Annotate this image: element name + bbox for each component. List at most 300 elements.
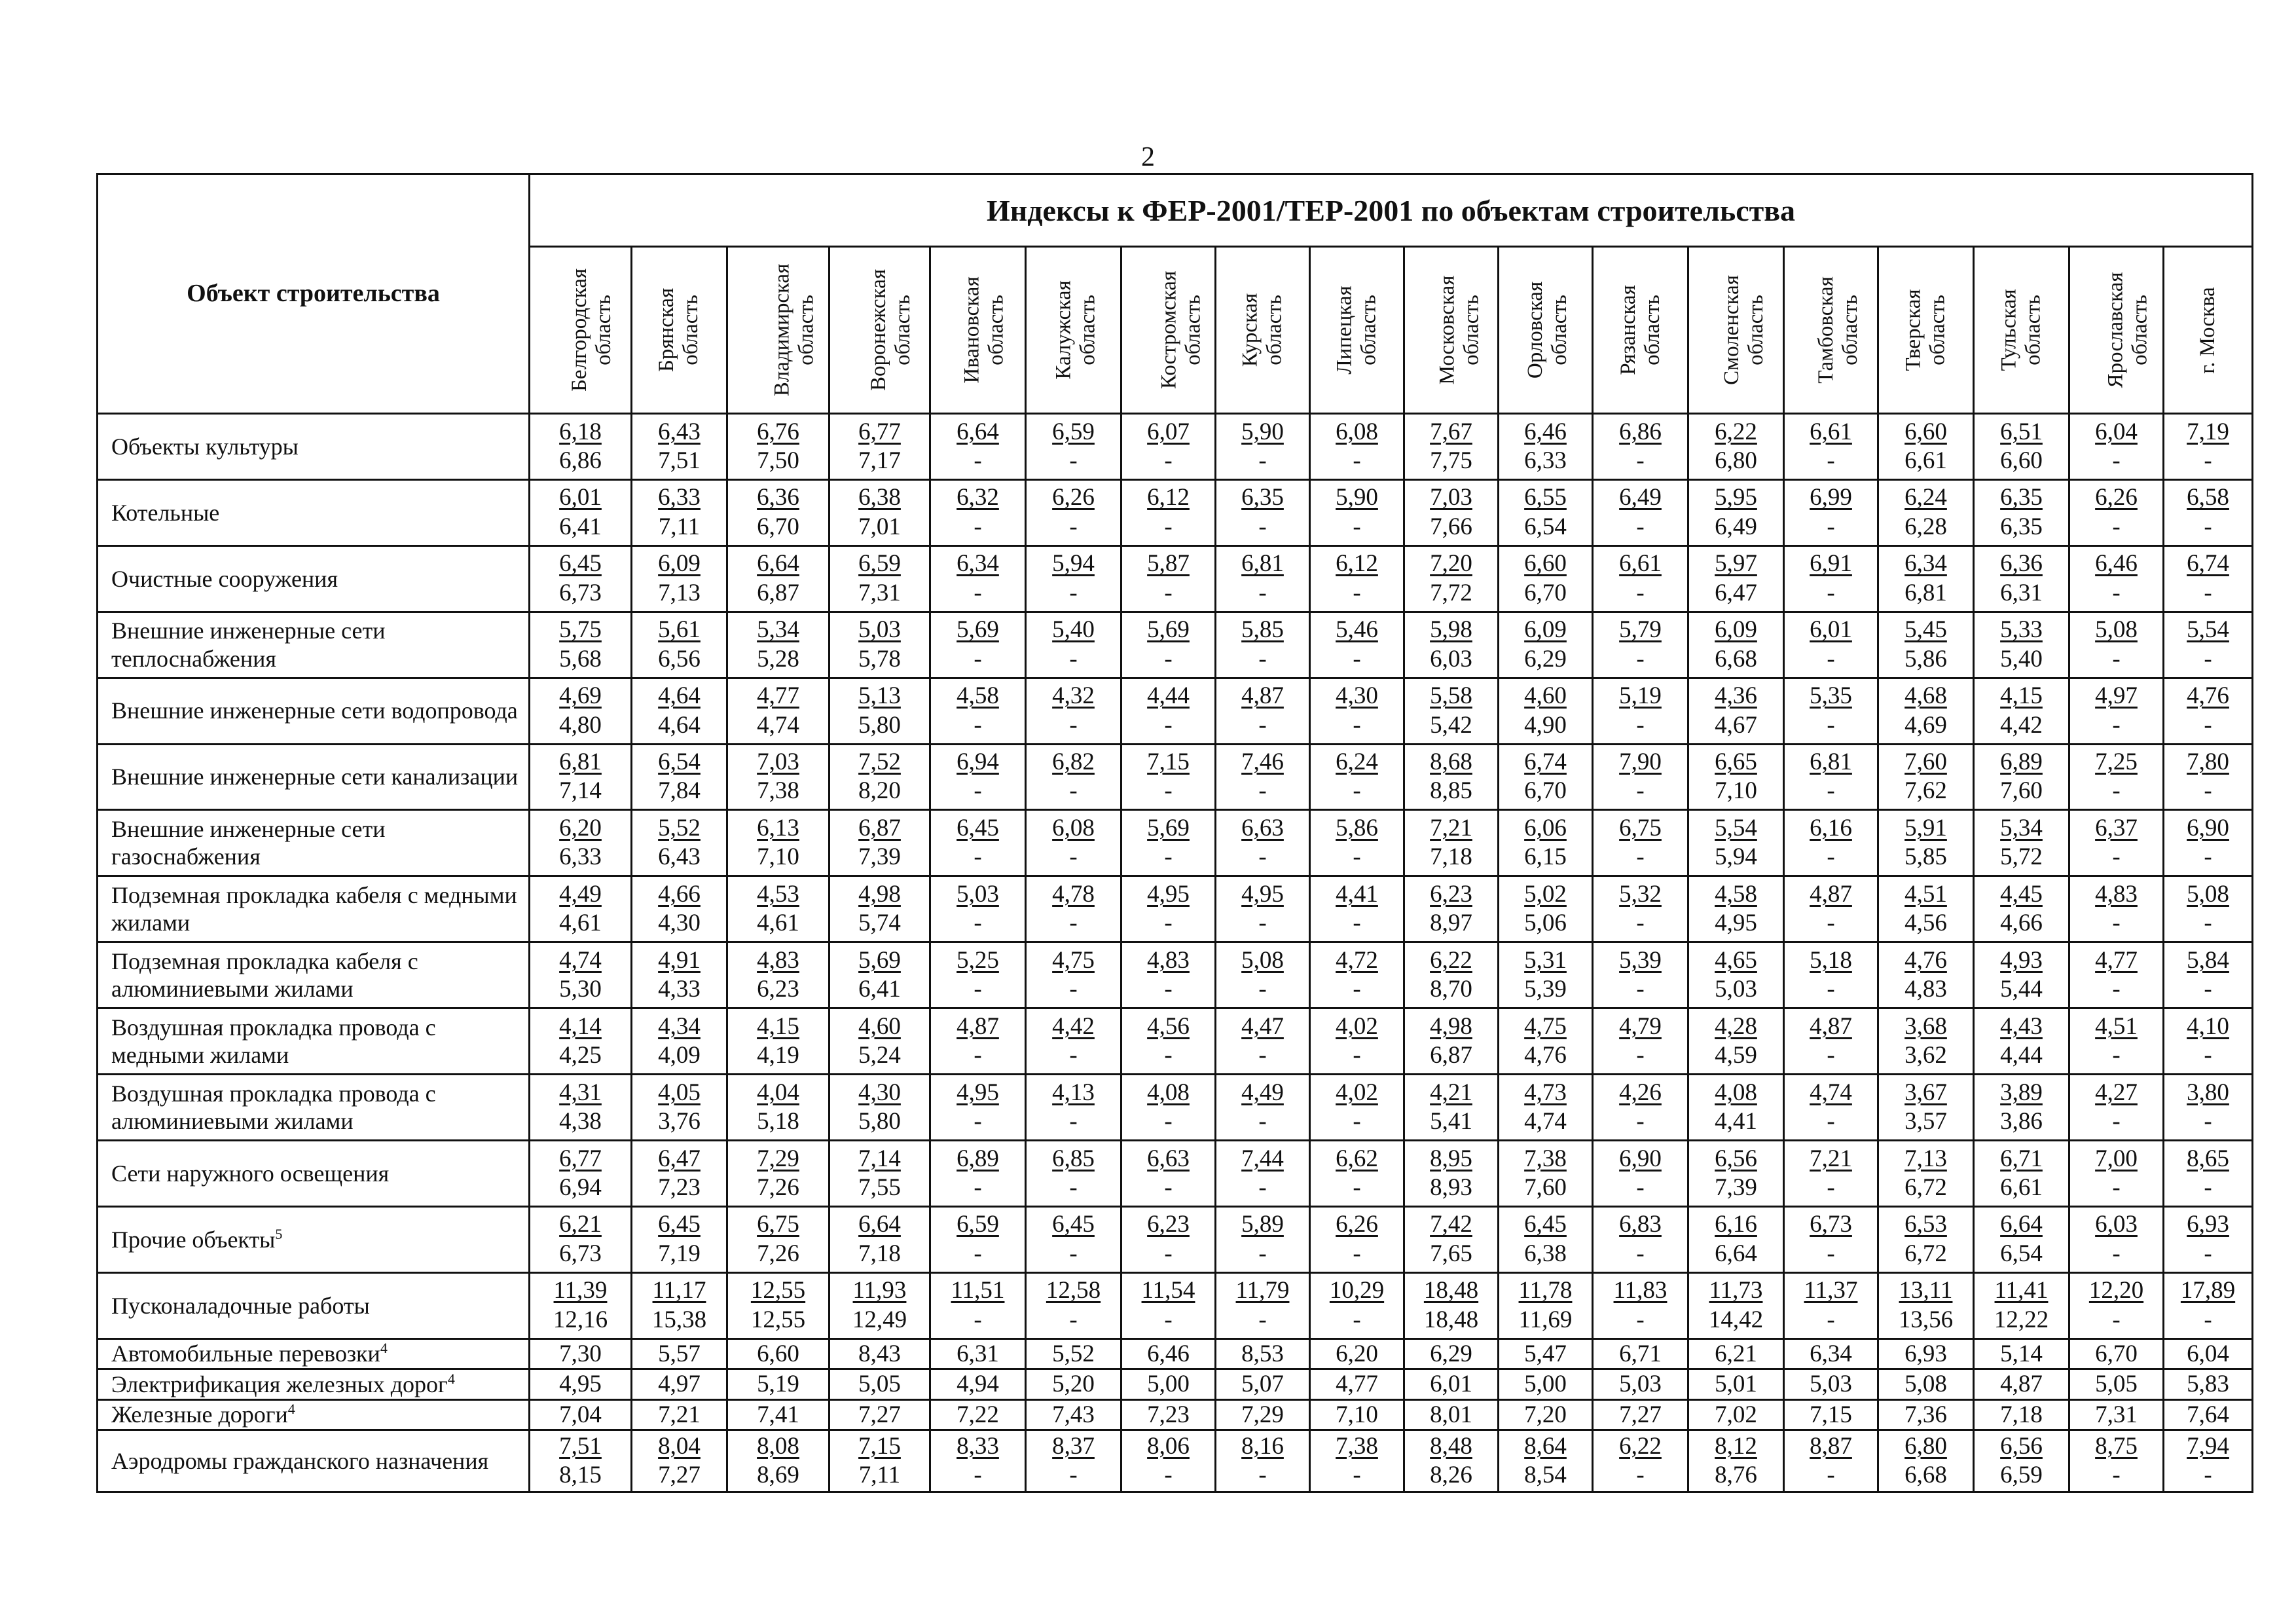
region-label: Брянская область <box>655 287 703 373</box>
index-value-top: 4,34 <box>658 1012 701 1040</box>
index-value-bottom: 8,93 <box>1430 1173 1472 1201</box>
index-value-bottom: - <box>1164 645 1173 673</box>
index-value-top: 5,69 <box>957 616 999 644</box>
index-value-top: 5,08 <box>2095 616 2138 644</box>
index-cell <box>1121 1075 1216 1141</box>
index-value-top: 5,52 <box>658 815 701 841</box>
table-row <box>98 942 2253 1008</box>
index-cell <box>1974 942 2069 1008</box>
index-value-top: 4,77 <box>2095 946 2138 974</box>
index-cell <box>829 545 930 612</box>
index-value-top: 4,21 <box>1430 1079 1472 1106</box>
index-value-bottom: 4,69 <box>1904 711 1947 739</box>
index-table <box>96 173 2253 1493</box>
index-value-top: 4,60 <box>858 1012 901 1040</box>
index-cell <box>1404 414 1499 480</box>
index-value-bottom: 4,41 <box>1715 1108 1757 1135</box>
index-value-top: 4,76 <box>2187 682 2229 710</box>
index-value: 6,21 <box>1688 1338 1784 1369</box>
index-value-bottom: - <box>1164 1042 1173 1069</box>
index-cell <box>1499 1140 1593 1206</box>
index-value: 5,14 <box>1974 1338 2069 1369</box>
index-value-top: 6,24 <box>1904 484 1947 511</box>
index-cell <box>930 810 1026 876</box>
index-cell <box>727 1272 829 1338</box>
region-header <box>930 247 1026 414</box>
index-value-top: 4,49 <box>559 880 602 908</box>
index-cell <box>1784 1008 1878 1075</box>
index-value-top: 6,01 <box>559 484 602 511</box>
index-value-top: 4,91 <box>658 946 701 974</box>
index-value-bottom: - <box>2112 579 2121 606</box>
index-cell <box>1026 1206 1121 1272</box>
index-cell <box>829 1272 930 1338</box>
index-cell <box>1310 1272 1404 1338</box>
index-cell <box>1688 612 1784 678</box>
index-value-bottom: - <box>2112 711 2121 739</box>
region-header <box>1404 247 1499 414</box>
index-cell <box>1026 678 1121 744</box>
index-value-top: 6,09 <box>1524 616 1567 644</box>
index-cell <box>1121 1430 1216 1492</box>
index-value-top: 4,77 <box>757 682 799 710</box>
region-label: Тамбовская область <box>1813 276 1862 384</box>
index-value-top: 4,15 <box>757 1012 799 1040</box>
index-value-top: 4,27 <box>2095 1079 2138 1106</box>
index-cell <box>930 1075 1026 1141</box>
index-value: 5,03 <box>1593 1369 1688 1399</box>
index-value-bottom: 6,33 <box>1524 447 1567 474</box>
index-cell <box>1878 1206 1974 1272</box>
index-cell <box>2164 876 2253 942</box>
index-cell <box>1784 876 1878 942</box>
index-cell <box>2069 612 2164 678</box>
index-cell <box>1784 479 1878 545</box>
index-value-bottom: 7,01 <box>858 513 901 540</box>
index-cell <box>1974 1140 2069 1206</box>
index-cell <box>530 414 632 480</box>
index-value-top: 3,68 <box>1904 1012 1947 1040</box>
region-label: Воронежская область <box>867 268 915 392</box>
index-value-top: 8,48 <box>1430 1432 1472 1460</box>
index-cell <box>530 1272 632 1338</box>
index-cell <box>1499 1075 1593 1141</box>
object-name: Внешние инженерные сети газоснабжения <box>98 810 530 876</box>
index-value-bottom: 7,84 <box>658 777 701 805</box>
index-cell <box>2069 876 2164 942</box>
index-cell <box>530 678 632 744</box>
index-cell <box>1404 678 1499 744</box>
table-row <box>98 1140 2253 1206</box>
index-value-top: 8,87 <box>1810 1432 1852 1460</box>
object-name: Подземная прокладка кабеля с алюминиевыми жилами <box>98 942 530 1008</box>
index-value: 6,04 <box>2164 1338 2253 1369</box>
region-header <box>2069 247 2164 414</box>
index-value-bottom: 4,61 <box>757 910 799 937</box>
index-value: 7,18 <box>1974 1399 2069 1430</box>
index-value-bottom: 6,15 <box>1524 843 1567 871</box>
index-value-top: 11,17 <box>652 1277 706 1304</box>
index-value-top: 6,59 <box>1052 418 1095 445</box>
index-value-top: 7,52 <box>858 748 901 776</box>
index-value-bottom: 4,38 <box>559 1108 602 1135</box>
index-value-bottom: - <box>2204 1042 2212 1069</box>
index-value-bottom: - <box>1258 579 1267 606</box>
index-cell <box>632 1075 727 1141</box>
index-cell <box>727 1140 829 1206</box>
index-cell <box>1593 414 1688 480</box>
index-value-bottom: - <box>1069 976 1078 1003</box>
index-value-bottom: 5,40 <box>2000 645 2043 673</box>
index-value-top: 6,76 <box>757 418 799 445</box>
index-value: 4,94 <box>930 1369 1026 1399</box>
index-value-top: 7,29 <box>757 1145 799 1172</box>
index-cell <box>1688 1430 1784 1492</box>
index-cell <box>1121 545 1216 612</box>
index-value-bottom: 7,23 <box>658 1173 701 1201</box>
index-value-top: 7,15 <box>1147 748 1190 776</box>
index-value-top: 4,79 <box>1619 1012 1662 1040</box>
index-cell <box>1784 1140 1878 1206</box>
index-value: 7,20 <box>1499 1399 1593 1430</box>
object-name: Подземная прокладка кабеля с медными жилами <box>98 876 530 942</box>
index-cell <box>1216 1272 1310 1338</box>
index-value-top: 5,54 <box>2187 616 2229 644</box>
index-cell <box>1688 1206 1784 1272</box>
index-value-bottom: 4,67 <box>1715 711 1757 739</box>
index-value-bottom: - <box>1353 447 1361 474</box>
index-cell <box>1974 1272 2069 1338</box>
index-value-bottom: - <box>974 777 982 805</box>
index-value-bottom: 5,72 <box>2000 843 2043 871</box>
index-cell <box>829 678 930 744</box>
index-cell <box>930 479 1026 545</box>
object-name: Воздушная прокладка провода с алюминиевыми жилами <box>98 1075 530 1141</box>
index-cell <box>1974 612 2069 678</box>
index-value-bottom: 6,72 <box>1904 1173 1947 1201</box>
index-value-top: 5,39 <box>1619 946 1662 974</box>
region-header <box>829 247 930 414</box>
index-cell <box>632 1430 727 1492</box>
index-cell <box>1121 810 1216 876</box>
index-value-top: 6,12 <box>1147 484 1190 511</box>
region-header <box>1310 247 1404 414</box>
index-value: 7,04 <box>530 1399 632 1430</box>
table-row <box>98 1399 2253 1430</box>
index-value: 5,03 <box>1784 1369 1878 1399</box>
index-value-top: 6,01 <box>1810 616 1852 644</box>
region-label: Владимирская область <box>770 263 818 397</box>
index-value-bottom: 7,11 <box>858 1461 901 1488</box>
index-value-bottom: 5,44 <box>2000 976 2043 1003</box>
index-value-top: 4,02 <box>1336 1079 1378 1106</box>
index-cell <box>1310 414 1404 480</box>
index-value-bottom: 11,69 <box>1518 1306 1573 1333</box>
index-value-top: 7,25 <box>2095 748 2138 776</box>
index-value-bottom: 6,31 <box>2000 579 2043 606</box>
index-value: 6,93 <box>1878 1338 1974 1369</box>
object-column-header: Объект строительства <box>98 174 530 414</box>
region-header <box>632 247 727 414</box>
index-cell <box>1121 678 1216 744</box>
index-cell <box>1310 744 1404 810</box>
index-cell <box>1974 744 2069 810</box>
index-value-top: 6,18 <box>559 418 602 445</box>
index-value: 4,77 <box>1310 1369 1404 1399</box>
index-value-top: 5,85 <box>1241 616 1284 644</box>
index-value-bottom: 7,55 <box>858 1173 901 1201</box>
object-name: Прочие объекты$^5$ <box>98 1206 530 1272</box>
index-cell <box>1121 479 1216 545</box>
index-value-bottom: - <box>1636 1240 1645 1267</box>
index-value: 7,23 <box>1121 1399 1216 1430</box>
index-value-top: 5,33 <box>2000 616 2043 644</box>
index-cell <box>930 942 1026 1008</box>
index-value-bottom: 7,39 <box>858 843 901 871</box>
index-cell <box>1121 876 1216 942</box>
index-value-top: 6,23 <box>1430 880 1472 908</box>
index-cell <box>1310 479 1404 545</box>
index-value-top: 6,08 <box>1052 815 1095 841</box>
index-value: 5,19 <box>727 1369 829 1399</box>
index-cell <box>1593 876 1688 942</box>
index-value-bottom: - <box>1164 513 1173 540</box>
index-value-bottom: - <box>1353 579 1361 606</box>
index-value-top: 4,08 <box>1715 1079 1757 1106</box>
index-value-bottom: 7,26 <box>757 1173 799 1201</box>
index-value-bottom: - <box>1353 1173 1361 1201</box>
index-value-bottom: - <box>1353 513 1361 540</box>
index-cell <box>1026 942 1121 1008</box>
index-cell <box>1310 1075 1404 1141</box>
index-value-bottom: 6,64 <box>1715 1240 1757 1267</box>
index-cell <box>1216 876 1310 942</box>
index-value-bottom: 7,66 <box>1430 513 1472 540</box>
index-value-bottom: 4,95 <box>1715 910 1757 937</box>
index-value-bottom: 4,59 <box>1715 1042 1757 1069</box>
index-value-bottom: 7,10 <box>757 843 799 871</box>
index-cell <box>632 744 727 810</box>
index-cell <box>1593 1140 1688 1206</box>
index-value: 6,20 <box>1310 1338 1404 1369</box>
index-value-top: 6,82 <box>1052 748 1095 776</box>
index-value-bottom: 7,50 <box>757 447 799 474</box>
index-cell <box>1499 1206 1593 1272</box>
index-value-bottom: 6,73 <box>559 579 602 606</box>
index-cell <box>829 810 930 876</box>
index-value-bottom: 7,60 <box>1524 1173 1567 1201</box>
index-value-top: 4,15 <box>2000 682 2043 710</box>
index-value-bottom: - <box>1827 579 1835 606</box>
index-cell <box>1784 942 1878 1008</box>
index-cell <box>930 612 1026 678</box>
index-value-bottom: - <box>974 843 982 871</box>
index-cell <box>1878 1140 1974 1206</box>
index-cell <box>2164 1140 2253 1206</box>
index-value-bottom: 5,41 <box>1430 1108 1472 1135</box>
index-value-top: 4,43 <box>2000 1012 2043 1040</box>
table-body <box>98 414 2253 1492</box>
index-value-bottom: 6,72 <box>1904 1240 1947 1267</box>
index-value-top: 4,42 <box>1052 1012 1095 1040</box>
index-value-bottom: - <box>1827 777 1835 805</box>
region-header <box>1974 247 2069 414</box>
index-value-bottom: - <box>1069 447 1078 474</box>
index-value-top: 5,95 <box>1715 484 1757 511</box>
index-value-top: 13,11 <box>1899 1277 1953 1304</box>
index-value-top: 4,74 <box>559 946 602 974</box>
index-cell <box>1499 545 1593 612</box>
index-value-top: 4,69 <box>559 682 602 710</box>
index-value-bottom: - <box>1164 1108 1173 1135</box>
index-cell <box>727 1206 829 1272</box>
table-row <box>98 876 2253 942</box>
object-name: Пусконаладочные работы <box>98 1272 530 1338</box>
index-value-bottom: - <box>1636 711 1645 739</box>
index-value-bottom: - <box>1164 1240 1173 1267</box>
index-cell <box>1026 479 1121 545</box>
index-value: 6,70 <box>2069 1338 2164 1369</box>
index-value-bottom: - <box>1827 1042 1835 1069</box>
index-value-top: 4,13 <box>1052 1079 1095 1106</box>
index-value-bottom: 6,54 <box>2000 1240 2043 1267</box>
index-value-bottom: - <box>1353 777 1361 805</box>
index-value-bottom: 6,41 <box>858 976 901 1003</box>
region-label: Московская область <box>1435 275 1484 385</box>
index-value-bottom: 7,65 <box>1430 1240 1472 1267</box>
index-value-bottom: - <box>1827 447 1835 474</box>
index-cell <box>632 678 727 744</box>
index-value-bottom: - <box>1069 1461 1078 1488</box>
index-cell <box>1784 545 1878 612</box>
index-value-bottom: 4,90 <box>1524 711 1567 739</box>
index-value-bottom: - <box>1353 1042 1361 1069</box>
index-value-top: 6,80 <box>1904 1432 1947 1460</box>
index-cell <box>2164 678 2253 744</box>
index-value-bottom: 3,86 <box>2000 1108 2043 1135</box>
index-cell <box>1878 942 1974 1008</box>
index-value: 5,08 <box>1878 1369 1974 1399</box>
index-cell <box>1310 942 1404 1008</box>
index-value-top: 4,32 <box>1052 682 1095 710</box>
index-value-bottom: 6,41 <box>559 513 602 540</box>
index-value-bottom: 6,38 <box>1524 1240 1567 1267</box>
index-value-top: 5,13 <box>858 682 901 710</box>
index-value-top: 7,03 <box>757 748 799 776</box>
index-value-top: 4,45 <box>2000 880 2043 908</box>
index-value-top: 5,86 <box>1336 815 1378 841</box>
index-cell <box>1499 1008 1593 1075</box>
index-value-top: 6,20 <box>559 815 602 841</box>
index-cell <box>1784 744 1878 810</box>
index-cell <box>829 876 930 942</box>
index-value-top: 4,51 <box>1904 880 1947 908</box>
index-cell <box>930 1008 1026 1075</box>
index-value-top: 10,29 <box>1329 1277 1385 1304</box>
index-value-top: 7,80 <box>2187 748 2229 776</box>
index-cell <box>727 414 829 480</box>
index-value-bottom: - <box>2112 910 2121 937</box>
index-value-bottom: - <box>1258 1173 1267 1201</box>
index-value-bottom: - <box>974 711 982 739</box>
index-cell <box>2069 942 2164 1008</box>
index-cell <box>1878 1272 1974 1338</box>
region-label: Тверская область <box>1901 289 1950 371</box>
index-value-bottom: - <box>1164 579 1173 606</box>
index-value-bottom: - <box>1353 1461 1361 1488</box>
index-value-bottom: - <box>1069 711 1078 739</box>
footnote-mark: 5 <box>275 1225 283 1242</box>
index-value-top: 11,39 <box>553 1277 608 1304</box>
index-cell <box>1688 1272 1784 1338</box>
index-value-top: 8,75 <box>2095 1432 2138 1460</box>
index-value: 6,01 <box>1404 1369 1499 1399</box>
index-value-top: 4,60 <box>1524 682 1567 710</box>
index-value-bottom: - <box>1258 1240 1267 1267</box>
region-header <box>1121 247 1216 414</box>
index-cell <box>632 1272 727 1338</box>
index-value-top: 6,81 <box>1241 550 1284 578</box>
index-cell <box>1216 678 1310 744</box>
index-cell <box>1499 612 1593 678</box>
object-name: Объекты культуры <box>98 414 530 480</box>
index-value-bottom: - <box>1353 843 1361 871</box>
index-value: 6,29 <box>1404 1338 1499 1369</box>
index-cell <box>1499 1430 1593 1492</box>
index-value-bottom: 5,80 <box>858 711 901 739</box>
index-value-bottom: 5,85 <box>1904 843 1947 871</box>
index-cell <box>1688 942 1784 1008</box>
index-value-bottom: 4,61 <box>559 910 602 937</box>
region-label: Орловская область <box>1523 281 1572 379</box>
index-value-bottom: 5,06 <box>1524 910 1567 937</box>
index-cell <box>1404 1206 1499 1272</box>
index-cell <box>2164 1075 2253 1141</box>
index-cell <box>930 414 1026 480</box>
index-value-bottom: - <box>974 513 982 540</box>
index-value-bottom: 4,33 <box>658 976 701 1003</box>
index-value-bottom: - <box>1258 910 1267 937</box>
index-value-top: 12,58 <box>1046 1277 1101 1304</box>
index-value-bottom: 3,57 <box>1904 1108 1947 1135</box>
index-value-top: 6,24 <box>1336 748 1378 776</box>
index-value-bottom: 7,18 <box>858 1240 901 1267</box>
index-value-top: 4,28 <box>1715 1012 1757 1040</box>
index-value-bottom: 14,42 <box>1708 1306 1764 1333</box>
index-value-top: 7,03 <box>1430 484 1472 511</box>
index-value-top: 5,32 <box>1619 880 1662 908</box>
index-cell <box>1688 876 1784 942</box>
index-cell <box>1499 414 1593 480</box>
index-cell <box>1688 1008 1784 1075</box>
index-value-bottom: 7,26 <box>757 1240 799 1267</box>
index-cell <box>1121 744 1216 810</box>
index-value-bottom: - <box>1827 976 1835 1003</box>
index-value-bottom: - <box>1164 711 1173 739</box>
index-cell <box>1593 744 1688 810</box>
index-value-top: 8,33 <box>957 1432 999 1460</box>
index-value-top: 4,75 <box>1524 1012 1567 1040</box>
index-value-top: 7,13 <box>1904 1145 1947 1172</box>
index-value-bottom: - <box>2112 1240 2121 1267</box>
table-row <box>98 612 2253 678</box>
index-cell <box>1499 479 1593 545</box>
index-value-top: 6,22 <box>1715 418 1757 445</box>
index-value-bottom: - <box>2112 976 2121 1003</box>
index-value-bottom: - <box>1827 910 1835 937</box>
index-value-top: 6,71 <box>2000 1145 2043 1172</box>
index-value-bottom: 7,14 <box>559 777 602 805</box>
